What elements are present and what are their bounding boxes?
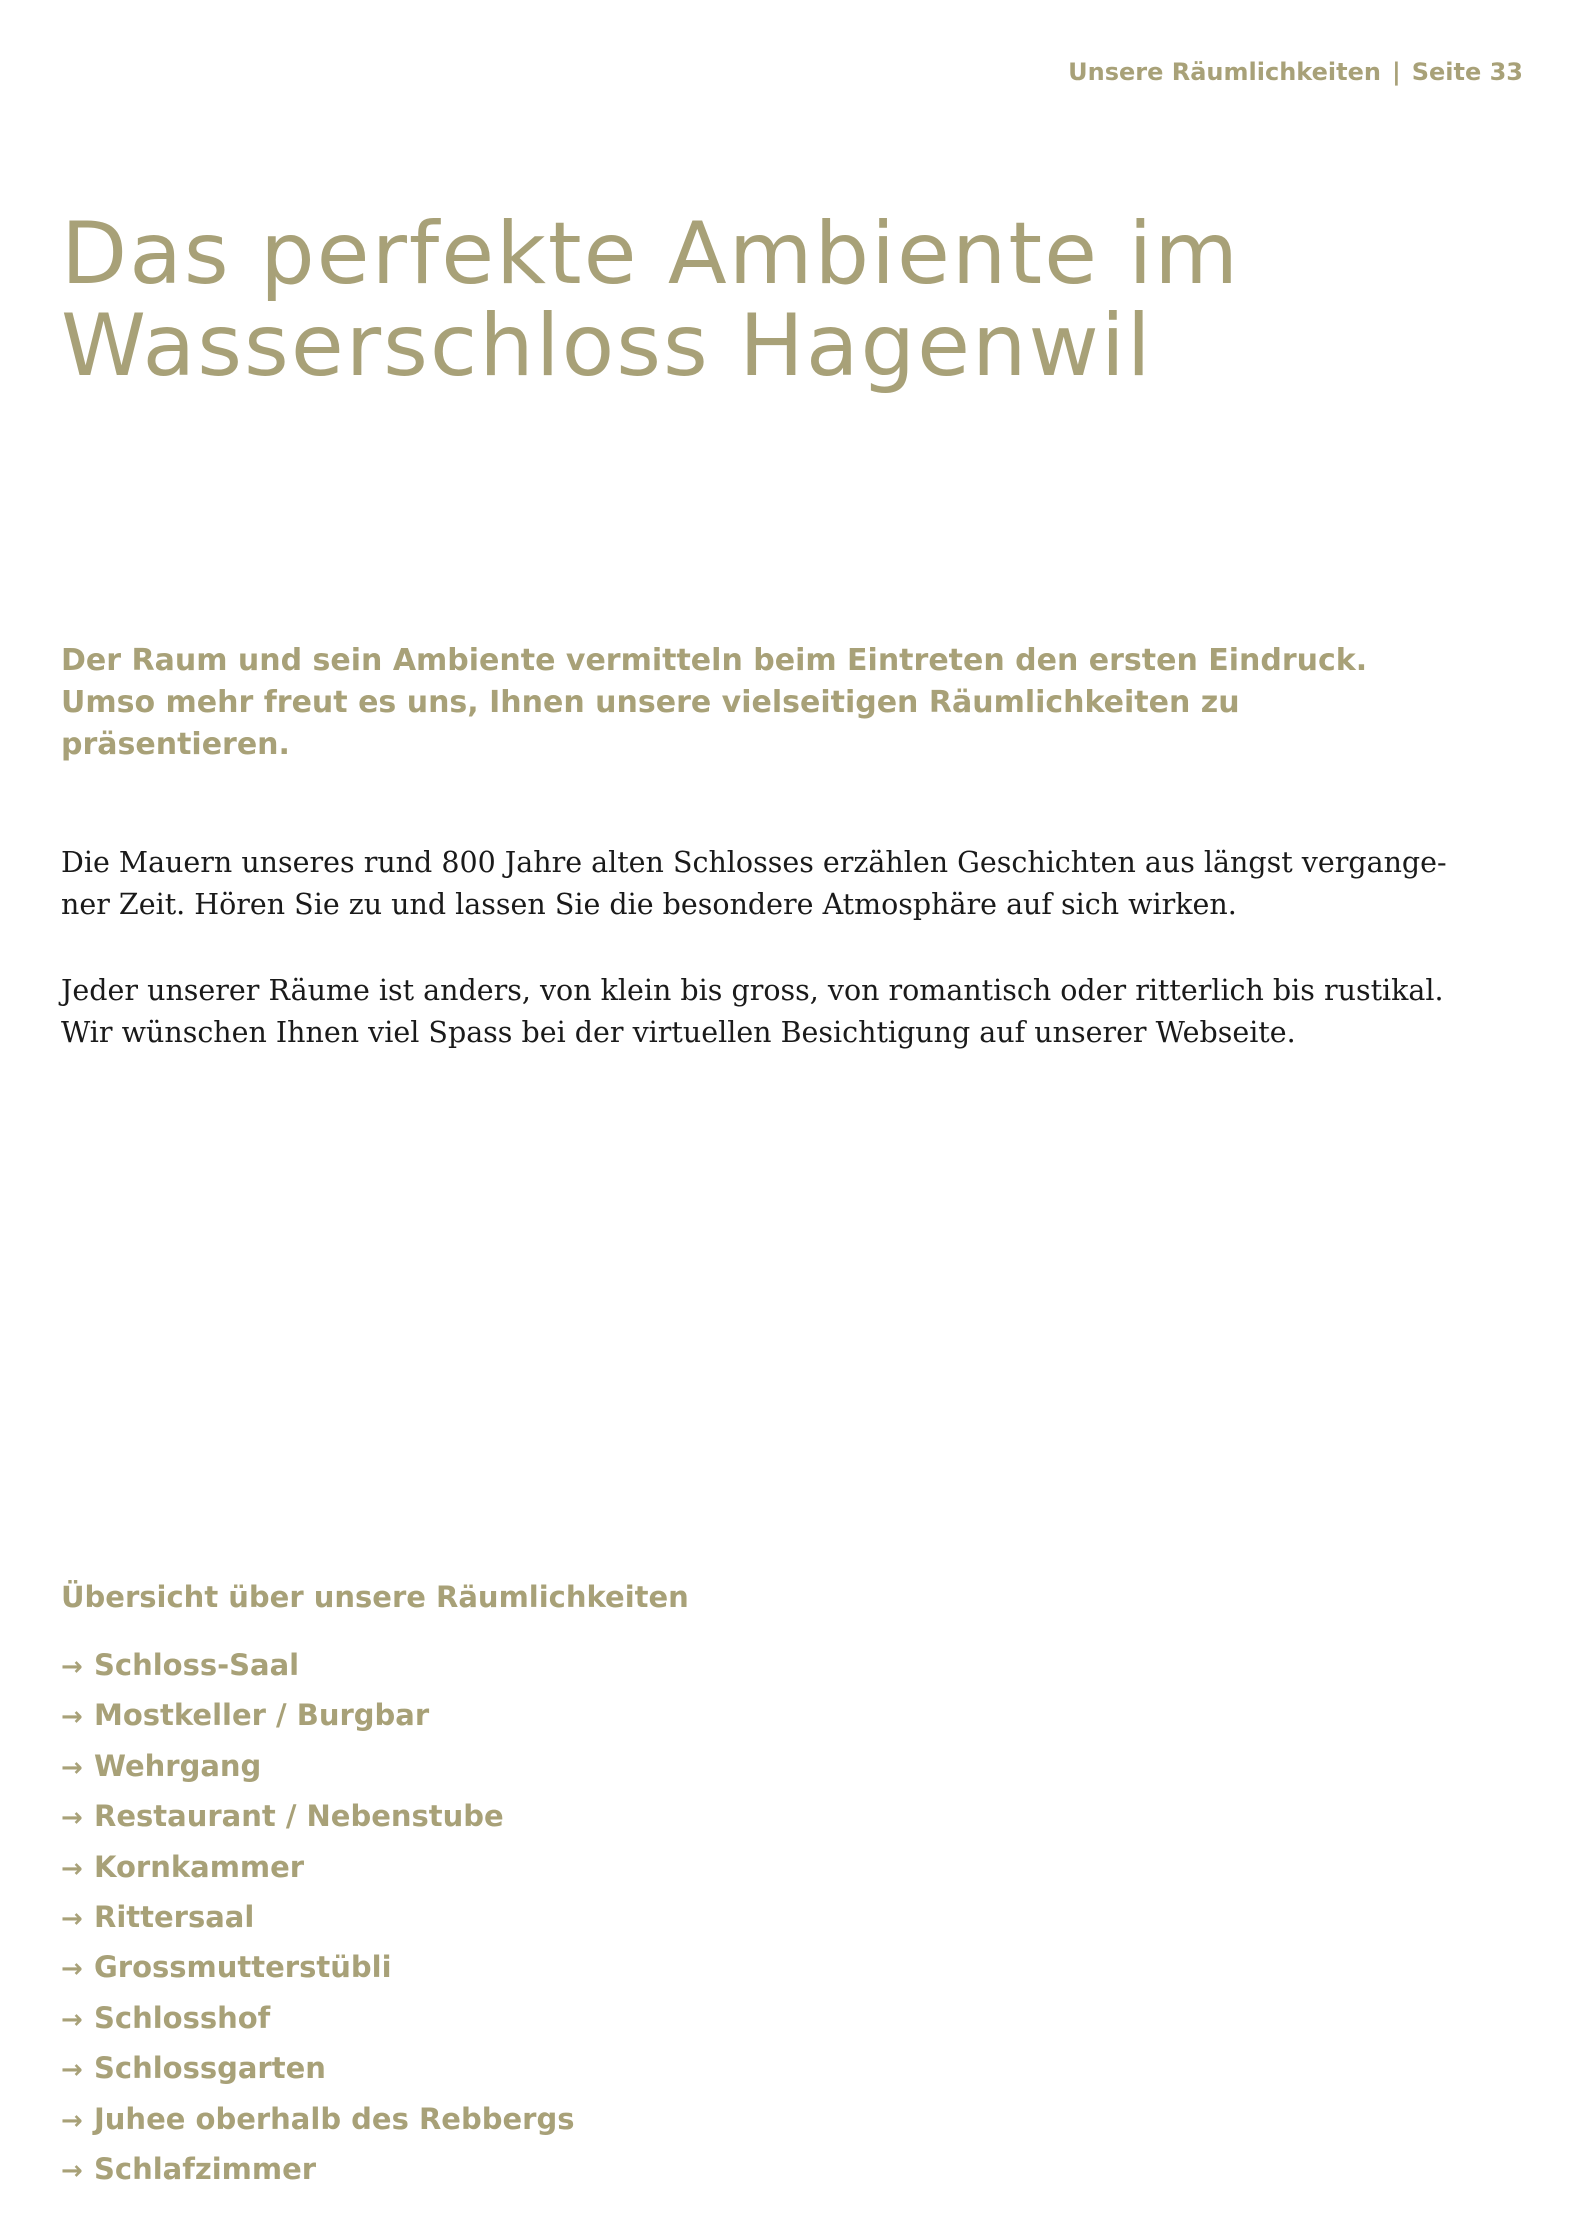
room-list-item: [61, 1892, 574, 1942]
room-name: Schlafzimmer: [94, 2151, 317, 2186]
room-name: Schlosshof: [94, 2000, 271, 2035]
room-list-item: [61, 1741, 574, 1791]
arrow-right-icon: →: [61, 2155, 83, 2186]
lead-line-2: Umso mehr freut es uns, Ihnen unsere vielseitigen Räumlichkeiten zu: [61, 685, 1240, 720]
arrow-right-icon: →: [61, 1903, 83, 1934]
room-list: [61, 1640, 574, 2194]
lead-line-1: Der Raum und sein Ambiente vermitteln beim Eintreten den ersten Eindruck.: [61, 643, 1368, 678]
arrow-right-icon: →: [61, 2055, 83, 2086]
body-paragraph-2: [61, 970, 1444, 1054]
lead-paragraph: [61, 640, 1401, 766]
body-paragraph-2-line-2: Wir wünschen Ihnen viel Spass bei der virtuellen Besichtigung auf unserer Webseite.: [61, 1016, 1296, 1049]
arrow-right-icon: →: [61, 1652, 83, 1682]
header-section-title: Unsere Räumlichkeiten: [1068, 58, 1381, 86]
room-name: Wehrgang: [94, 1748, 262, 1783]
lead-line-3: präsentieren.: [61, 727, 290, 762]
overview-heading: Übersicht über unsere Räumlichkeiten: [61, 1580, 689, 1614]
header-separator: |: [1391, 58, 1401, 86]
body-paragraph-2-line-1: Jeder unserer Räume ist anders, von klein bis gross, von romantisch oder ritterlich bis rustikal.: [61, 974, 1444, 1007]
room-list-item: [61, 1690, 574, 1740]
title-line-2: Wasserschloss Hagenwil: [61, 296, 1153, 396]
arrow-right-icon: →: [61, 1752, 83, 1783]
arrow-right-icon: →: [61, 1853, 83, 1884]
arrow-right-icon: →: [61, 1803, 83, 1834]
room-list-item: [61, 2094, 574, 2144]
room-name: Mostkeller / Burgbar: [94, 1698, 430, 1733]
running-header: [1068, 58, 1523, 86]
room-list-item: [61, 1842, 574, 1892]
body-paragraph-1: [61, 842, 1447, 926]
arrow-right-icon: →: [61, 2004, 83, 2035]
room-name: Schloss-Saal: [94, 1648, 300, 1682]
room-list-item: [61, 1791, 574, 1841]
room-name: Kornkammer: [94, 1849, 305, 1884]
room-list-item: [61, 2043, 574, 2093]
room-name: Rittersaal: [94, 1899, 255, 1934]
room-name: Juhee oberhalb des Rebbergs: [94, 2101, 575, 2136]
room-list-item: [61, 1993, 574, 2043]
room-list-item: [61, 1640, 574, 1690]
arrow-right-icon: →: [61, 1954, 83, 1985]
page-title: [61, 204, 1501, 396]
page-number: Seite 33: [1411, 58, 1523, 86]
room-name: Restaurant / Nebenstube: [94, 1799, 504, 1834]
title-line-1: Das perfekte Ambiente im: [61, 204, 1241, 304]
room-name: Schlossgarten: [94, 2051, 326, 2086]
arrow-right-icon: →: [61, 2105, 83, 2136]
room-list-item: [61, 2144, 574, 2194]
room-list-item: [61, 1942, 574, 1992]
body-paragraph-1-line-2: ner Zeit. Hören Sie zu und lassen Sie die besondere Atmosphäre auf sich wirken.: [61, 888, 1237, 921]
body-paragraph-1-line-1: Die Mauern unseres rund 800 Jahre alten Schlosses erzählen Geschichten aus längst vergange-: [61, 846, 1447, 879]
room-name: Grossmutterstübli: [94, 1950, 392, 1985]
arrow-right-icon: →: [61, 1702, 83, 1733]
